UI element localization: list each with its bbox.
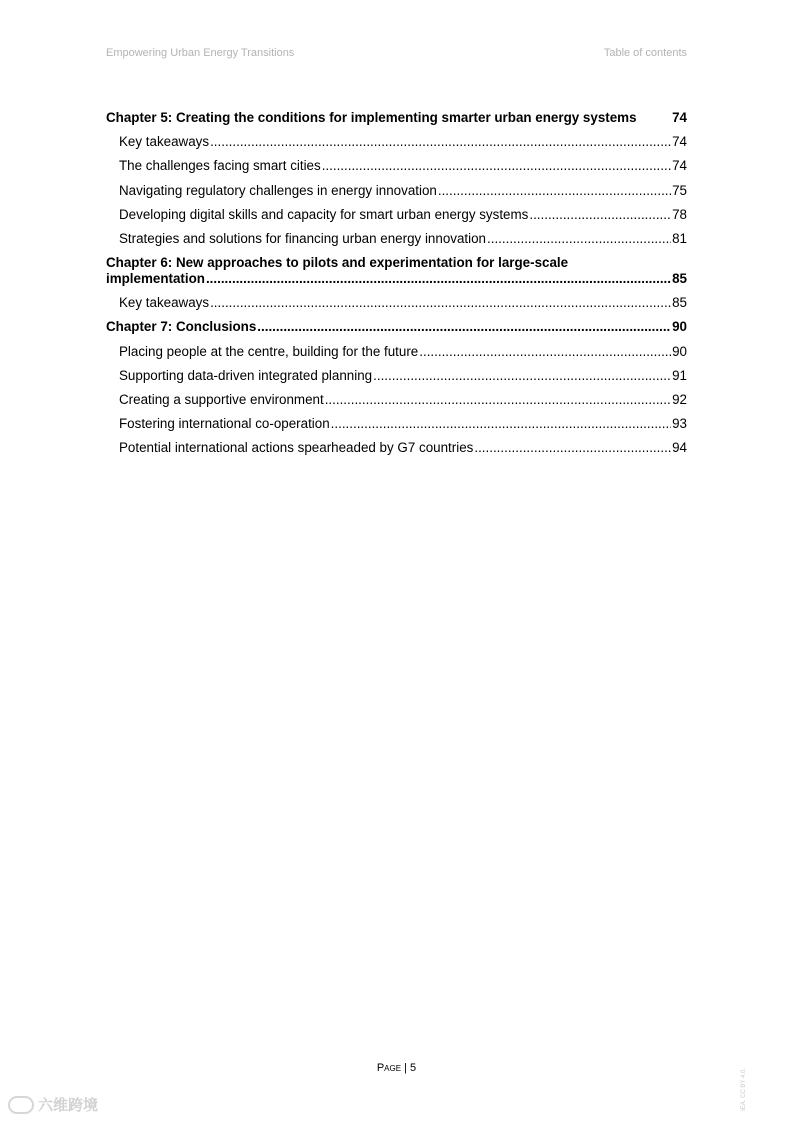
toc-item[interactable]	[106, 154, 687, 178]
dot-leader	[331, 412, 671, 436]
toc-entry-page: 78	[672, 206, 687, 222]
toc-entry-title: Strategies and solutions for financing urban energy innovation	[119, 231, 486, 247]
toc-entry-title: Key takeaways	[119, 134, 210, 150]
toc-entry-title-continued: implementation	[106, 271, 205, 287]
toc-item[interactable]	[106, 388, 687, 412]
watermark	[8, 1094, 98, 1115]
page-label: Page	[376, 1062, 402, 1074]
toc-entry-title: Fostering international co-operation	[119, 416, 330, 432]
toc-entry-title: Placing people at the centre, building for the future	[119, 343, 419, 359]
toc-entry-title: Creating a supportive environment	[119, 392, 324, 408]
toc-entry-page: 74	[672, 158, 687, 174]
page-footer	[0, 1062, 793, 1074]
toc-item[interactable]	[106, 291, 687, 315]
dot-leader	[474, 436, 671, 460]
dot-leader	[438, 179, 671, 203]
toc-entry-page: 94	[672, 440, 687, 456]
toc-entry-title: Developing digital skills and capacity for smart urban energy systems	[119, 206, 529, 222]
toc-entry-page: 75	[672, 182, 687, 198]
dot-leader	[210, 130, 671, 154]
dot-leader	[210, 291, 671, 315]
dot-leader	[322, 154, 671, 178]
toc-entry-page: 74	[672, 134, 687, 150]
dot-leader	[325, 388, 671, 412]
toc-item[interactable]	[106, 364, 687, 388]
toc-entry-page: 92	[672, 392, 687, 408]
toc-item[interactable]	[106, 227, 687, 251]
toc-entry-title: Navigating regulatory challenges in energy innovation	[119, 182, 437, 198]
toc-entry-page: 85	[672, 295, 687, 311]
dot-leader	[487, 227, 671, 251]
toc-chapter-5[interactable]	[106, 106, 687, 130]
toc-entry-title: The challenges facing smart cities	[119, 158, 321, 174]
toc-chapter-6[interactable]	[106, 251, 687, 291]
watermark-text: 六维跨境	[38, 1097, 99, 1114]
page-number: 5	[410, 1062, 417, 1074]
dot-leader	[419, 340, 671, 364]
toc-item[interactable]	[106, 130, 687, 154]
dot-leader	[373, 364, 671, 388]
table-of-contents	[106, 106, 687, 461]
toc-entry-page: 81	[672, 231, 687, 247]
running-header-title: Empowering Urban Energy Transitions	[106, 47, 295, 59]
toc-entry-page: 85	[672, 271, 687, 287]
toc-entry-page: 90	[672, 319, 687, 335]
watermark-logo-icon	[8, 1096, 34, 1114]
toc-item[interactable]	[106, 412, 687, 436]
toc-entry-page: 90	[672, 343, 687, 359]
toc-entry-page: 91	[672, 367, 687, 383]
toc-item[interactable]	[106, 179, 687, 203]
toc-entry-title: Key takeaways	[119, 295, 210, 311]
dot-leader	[529, 203, 671, 227]
dot-leader	[257, 315, 671, 339]
license-note: IEA. CC BY 4.0.	[741, 1068, 747, 1111]
dot-leader	[206, 271, 671, 287]
toc-entry-page: 93	[672, 416, 687, 432]
toc-item[interactable]	[106, 203, 687, 227]
running-header-section: Table of contents	[603, 47, 687, 59]
toc-entry-title: Chapter 7: Conclusions	[106, 319, 257, 335]
page-separator: |	[404, 1062, 407, 1074]
toc-entry-title: Potential international actions spearheaded by G7 countries	[119, 440, 474, 456]
toc-entry-title: Supporting data-driven integrated planning	[119, 367, 373, 383]
toc-entry-page: 74	[672, 110, 687, 125]
toc-item[interactable]	[106, 340, 687, 364]
toc-entry-title: Chapter 6: New approaches to pilots and experimentation for large-scale	[106, 255, 569, 271]
toc-item[interactable]	[106, 436, 687, 460]
toc-chapter-7[interactable]	[106, 315, 687, 339]
toc-entry-title: Chapter 5: Creating the conditions for implementing smarter urban energy systems	[106, 110, 637, 125]
